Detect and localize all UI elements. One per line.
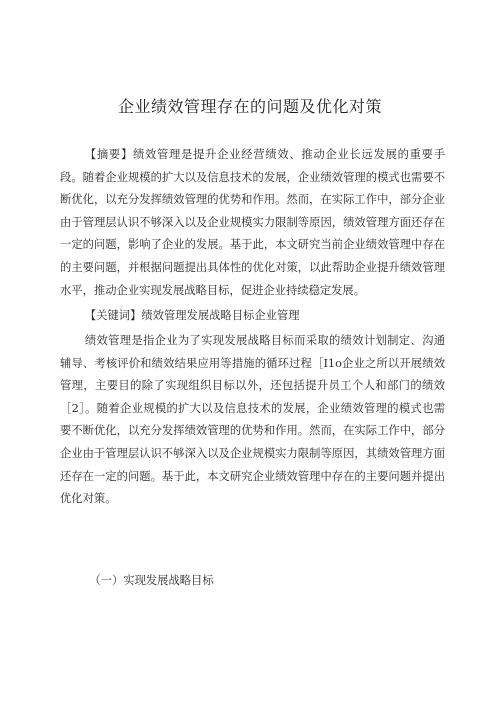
section-heading: （一）实现发展战略目标	[89, 574, 214, 587]
keywords-line: 【关键词】绩效管理发展战略目标企业管理	[84, 309, 300, 322]
document-title: 企业绩效管理存在的问题及优化对策	[117, 97, 382, 116]
abstract-paragraph: 【摘要】绩效管理是提升企业经营绩效、推动企业长远发展的重要手段。随着企业规模的扩大以及信息技术的发展，企业绩效管理的模式也需要不断优化，以充分发挥绩效管理的优势和作用。然而，在实际工作中，部分企业由于管理层认识不够深入以及企业规模实力限制等原因，绩效管理方面还存在一定的问题，影响了企业的发展。基于此，本文研究当前企业绩效管理中存在的主要问题，并根据问题提出具体性的优化对策，以此帮助企业提升绩效管理水平，推动企业实现发展战略目标，促进企业持续稳定发展。	[60, 148, 445, 297]
body-paragraph: 绩效管理是指企业为了实现发展战略目标而采取的绩效计划制定、沟通辅导、考核评价和绩效结果应用等措施的循环过程［I1o企业之所以开展绩效管理，主要目的除了实现组织目标以外，还包括提升员工个人和部门的绩效［2］。随着企业规模的扩大以及信息技术的发展，企业绩效管理的模式也需要不断优化，以充分发挥绩效管理的优势和作用。然而，在实际工作中，部分企业由于管理层认识不够深入以及企业规模实力限制等原因，其绩效管理方面还存在一定的问题。基于此，本文研究企业绩效管理中存在的主要问题并提出优化对策。	[60, 334, 445, 506]
